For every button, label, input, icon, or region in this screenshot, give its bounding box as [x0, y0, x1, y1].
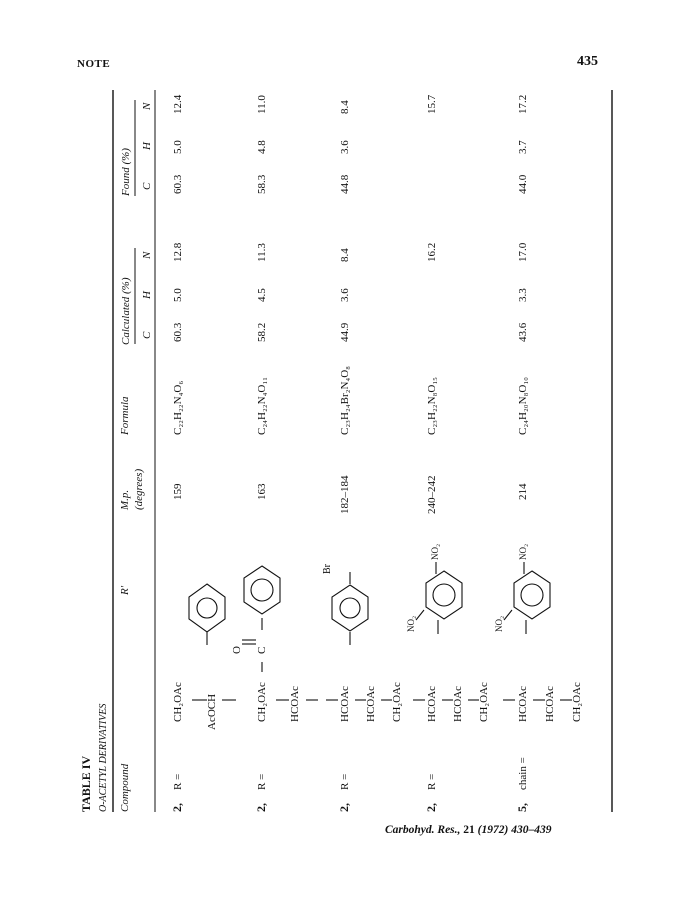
- calc-n: 8.4: [339, 248, 351, 262]
- chain-line: HCOAc: [426, 685, 438, 722]
- bromophenyl-structure: [322, 563, 368, 645]
- calc-c: 44.9: [339, 322, 351, 342]
- found-c: 58.3: [256, 174, 268, 194]
- calc-n: 17.0: [517, 242, 529, 262]
- found-c: 44.8: [339, 174, 351, 194]
- mp-value: 214: [517, 483, 529, 500]
- col-calculated: Calculated (%): [120, 277, 132, 345]
- chain-line: HCOAc: [289, 685, 301, 722]
- row-number: 2,: [170, 803, 184, 812]
- found-c: 60.3: [172, 174, 184, 194]
- calc-n: 12.8: [172, 242, 184, 262]
- mp-value: 240–242: [426, 475, 438, 514]
- mp-value: 159: [172, 483, 184, 500]
- col-calc-h: H: [141, 291, 153, 299]
- found-n: 15.7: [426, 94, 438, 114]
- calc-c: 60.3: [172, 322, 184, 342]
- row-label: R =: [172, 773, 184, 790]
- table-row: [494, 95, 583, 812]
- bromine-atom: Br: [322, 564, 333, 574]
- nitro-group: NO₂: [406, 615, 416, 632]
- row-label: chain =: [517, 757, 529, 790]
- row-number: 5,: [515, 803, 529, 812]
- chain-line: HCOAc: [517, 685, 529, 722]
- table-row: [231, 95, 318, 812]
- page-number: 435: [577, 54, 598, 69]
- row-number: 2,: [424, 803, 438, 812]
- calc-c: 58.2: [256, 322, 268, 342]
- chain-line: HCOAc: [544, 685, 556, 722]
- nitro-group: NO₂: [518, 543, 528, 560]
- calc-n: 16.2: [426, 242, 438, 262]
- col-found-c: C: [141, 182, 153, 190]
- formula: C₂₃H₂₂N₈O₁₅: [426, 376, 438, 435]
- table-row: [170, 94, 236, 812]
- table-label: TABLE IV: [79, 755, 93, 812]
- journal-name: Carbohyd. Res.,: [385, 824, 461, 836]
- chain-line: CH₂OAc: [391, 682, 403, 722]
- found-h: 4.8: [256, 140, 268, 154]
- calc-c: 43.6: [517, 322, 529, 342]
- col-found-h: H: [141, 142, 153, 150]
- table-row: [406, 94, 490, 812]
- calc-h: 4.5: [256, 288, 268, 302]
- row-label: R =: [256, 773, 268, 790]
- row-label: R =: [339, 773, 351, 790]
- found-n: 8.4: [339, 100, 351, 114]
- formula: C₂₄H₂₂N₄O₁₁: [256, 376, 268, 435]
- found-h: 3.6: [339, 140, 351, 154]
- col-mp-units: (degrees): [133, 468, 145, 510]
- col-found-n: N: [141, 102, 153, 110]
- row-number: 2,: [337, 803, 351, 812]
- chain-line: CH₂OAc: [571, 682, 583, 722]
- phenyl-ring-structure: [189, 584, 225, 645]
- chain-line: HCOAc: [365, 685, 377, 722]
- chain-line: CH₂OAc: [172, 682, 184, 722]
- col-calc-n: N: [141, 251, 153, 259]
- nitro-group: NO₂: [494, 615, 504, 632]
- dinitrophenyl-structure: [494, 544, 550, 634]
- calc-h: 3.6: [339, 288, 351, 302]
- journal-volume: 21: [463, 824, 475, 836]
- calc-n: 11.3: [256, 243, 268, 262]
- chain-line: CH₂OAc: [256, 682, 268, 722]
- table-caption: O-ACETYL DERIVATIVES: [98, 703, 109, 812]
- found-c: 44.0: [517, 174, 529, 194]
- found-n: 11.0: [256, 95, 268, 114]
- benzoyl-structure: [231, 566, 280, 672]
- table-row: [322, 100, 403, 812]
- mp-value: 182–184: [339, 475, 351, 514]
- carbon-atom: C: [256, 646, 268, 654]
- dinitrophenyl-structure: [406, 544, 462, 634]
- chain-line: AcOCH: [206, 693, 218, 730]
- journal-citation: [385, 824, 551, 836]
- col-found: Found (%): [120, 148, 132, 196]
- chain-line: HCOAc: [452, 685, 464, 722]
- found-n: 17.2: [517, 94, 529, 114]
- calc-h: 3.3: [517, 288, 529, 302]
- journal-pages: (1972) 430–439: [477, 824, 552, 836]
- col-formula: Formula: [119, 396, 131, 435]
- found-h: 3.7: [517, 140, 529, 154]
- formula: C₂₃H₂₄Br₂N₄O₈: [339, 365, 351, 435]
- found-n: 12.4: [172, 94, 184, 114]
- col-compound: Compound: [119, 763, 131, 812]
- chain-line: CH₂OAc: [478, 682, 490, 722]
- oxygen-atom: O: [231, 646, 243, 654]
- row-number: 2,: [254, 803, 268, 812]
- found-h: 5.0: [172, 140, 184, 154]
- nitro-group: NO₂: [430, 543, 440, 560]
- row-label: R =: [426, 773, 438, 790]
- col-calc-c: C: [141, 331, 153, 339]
- col-r-prime: R′: [119, 585, 131, 595]
- formula: C₂₄H₂₀N₈O₁₀: [517, 376, 529, 435]
- formula: C₂₂H₂₂N₄O₆: [172, 380, 184, 435]
- mp-value: 163: [256, 483, 268, 500]
- col-mp: M.p.: [119, 489, 131, 510]
- calc-h: 5.0: [172, 288, 184, 302]
- chain-line: HCOAc: [339, 685, 351, 722]
- running-header: NOTE: [77, 58, 111, 70]
